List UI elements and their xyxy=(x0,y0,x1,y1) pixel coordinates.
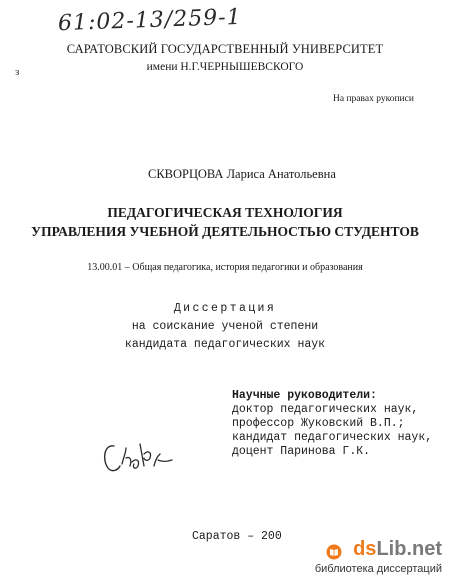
dissertation-purpose: на соискание ученой степени xyxy=(131,320,319,333)
dissertation-degree: кандидата педагогических наук xyxy=(124,338,326,351)
logo-lib: Lib xyxy=(376,538,407,560)
logo-ds: ds xyxy=(353,538,377,560)
advisor-line: кандидат педагогических наук, xyxy=(232,431,433,444)
dslib-watermark xyxy=(282,535,442,575)
catalog-code-handwritten: 61:02-13/259-1 xyxy=(57,4,243,37)
logo-net: .net xyxy=(406,538,442,560)
watermark-logo xyxy=(353,538,442,561)
dissertation-type: Диссертация xyxy=(173,302,277,315)
manuscript-rights: На правах рукописи xyxy=(333,94,414,104)
corner-mark: з xyxy=(15,66,20,78)
handwritten-signature xyxy=(100,436,180,485)
watermark-tagline: библиотека диссертаций xyxy=(314,563,442,575)
title-line-2: УПРАВЛЕНИЯ УЧЕБНОЙ ДЕЯТЕЛЬНОСТЬЮ СТУДЕНТОВ xyxy=(31,224,419,239)
book-icon xyxy=(326,544,342,560)
university-named: имени Н.Г.ЧЕРНЫШЕВСКОГО xyxy=(146,61,304,73)
advisors-heading: Научные руководители: xyxy=(232,389,377,402)
advisor-line: профессор Жуковский В.П.; xyxy=(232,417,405,430)
specialty-code: 13.00.01 – Общая педагогика, история педагогики и образования xyxy=(87,262,363,273)
title-line-1: ПЕДАГОГИЧЕСКАЯ ТЕХНОЛОГИЯ xyxy=(107,205,343,220)
advisor-line: доцент Паринова Г.К. xyxy=(232,445,371,458)
author-name: СКВОРЦОВА Лариса Анатольевна xyxy=(148,167,336,181)
university-name: САРАТОВСКИЙ ГОСУДАРСТВЕННЫЙ УНИВЕРСИТЕТ xyxy=(66,42,384,56)
city-and-year: Саратов – 200 xyxy=(192,530,282,543)
advisor-line: доктор педагогических наук, xyxy=(232,403,419,416)
